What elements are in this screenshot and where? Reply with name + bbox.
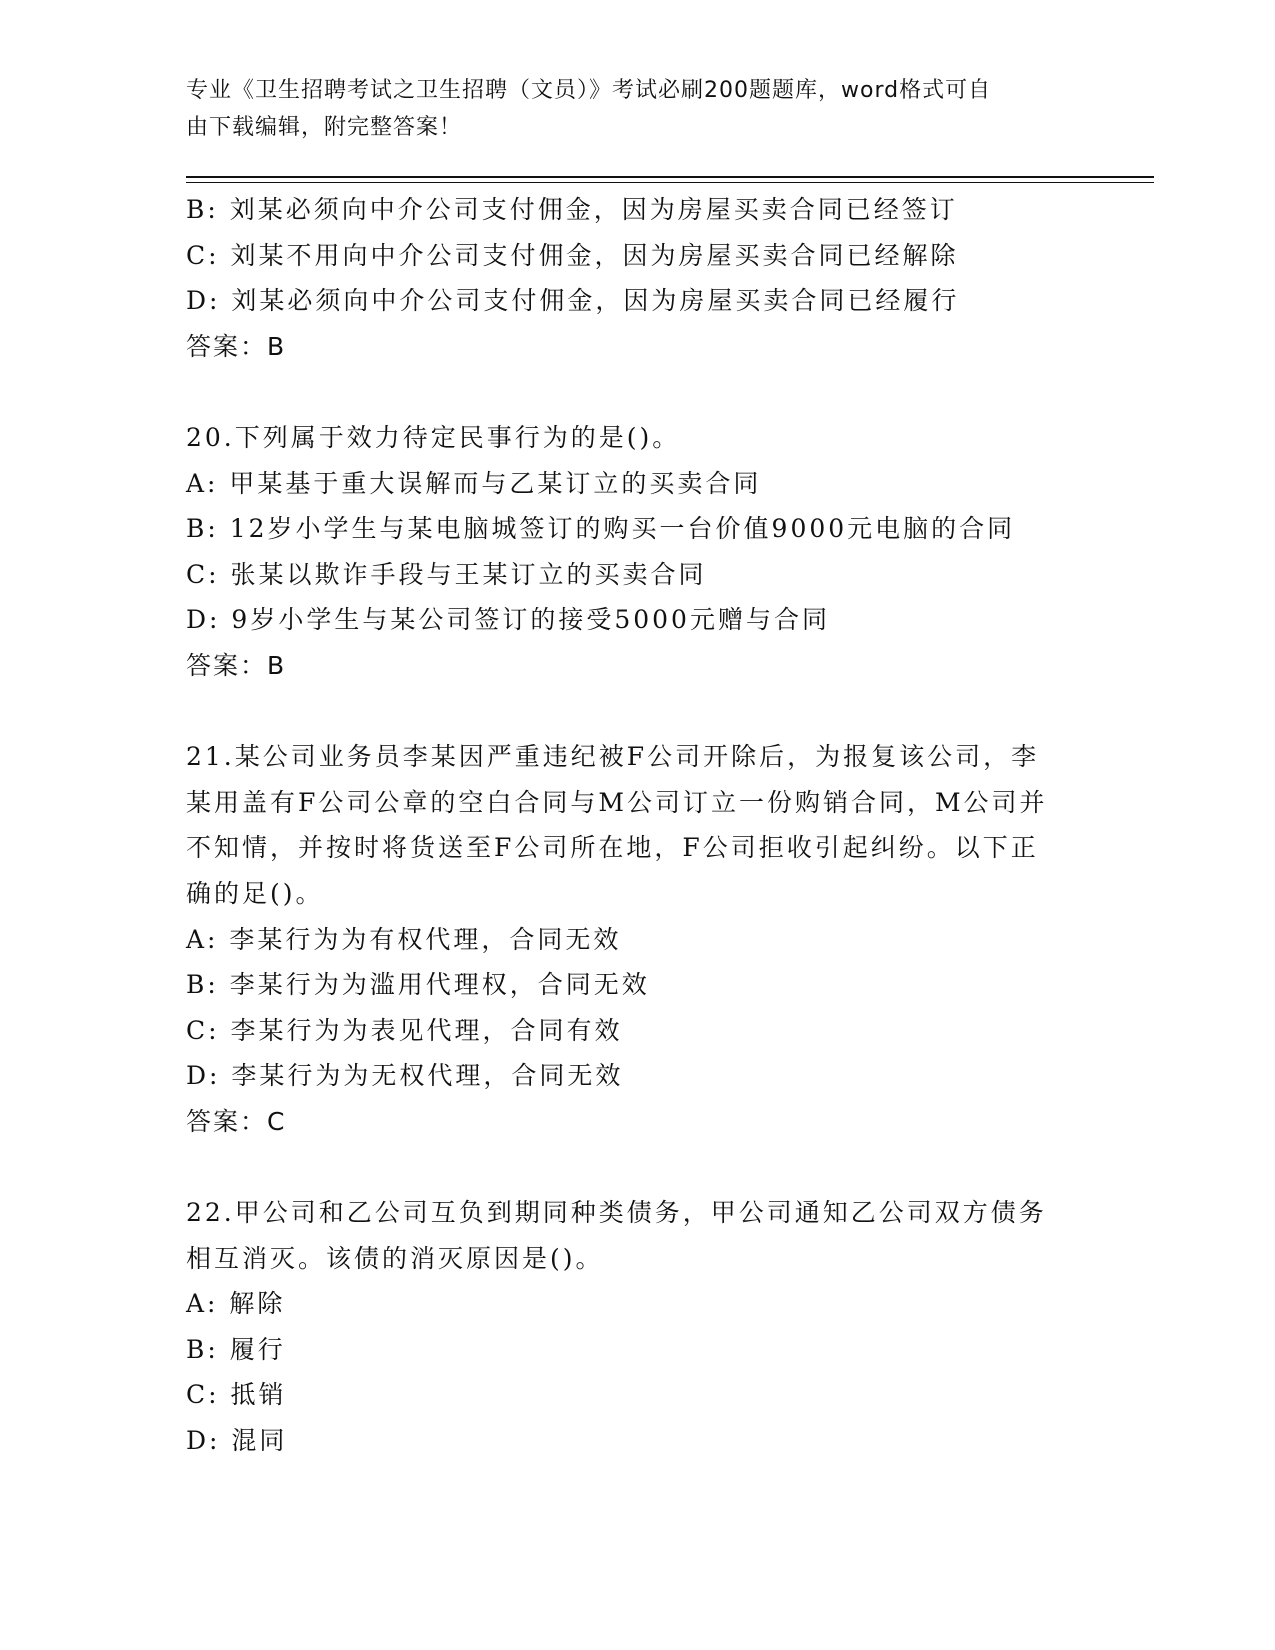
document-header (186, 72, 1066, 146)
question-stem-line-2: 相互消灭。该债的消灭原因是()。 (186, 1243, 604, 1273)
question-list (186, 187, 1086, 1464)
question-stem-line-1: 21.某公司业务员李某因严重违纪被F公司开除后，为报复该公司，李 (186, 742, 1040, 772)
option-b: B: 履行 (186, 1334, 286, 1364)
option-b: B: 12岁小学生与某电脑城签订的购买一台价值9000元电脑的合同 (186, 514, 1016, 544)
question-stem-line-4: 确的足()。 (186, 878, 324, 908)
question-stem: 20.下列属于效力待定民事行为的是()。 (186, 422, 681, 452)
question-stem-line-1: 22.甲公司和乙公司互负到期同种类债务，甲公司通知乙公司双方债务 (186, 1198, 1047, 1228)
question-stem-line-3: 不知情，并按时将货送至F公司所在地，F公司拒收引起纠纷。以下正 (186, 833, 1039, 863)
answer-line: 答案：B (186, 650, 287, 680)
carryover-block (186, 187, 1086, 369)
option-a: A: 解除 (186, 1289, 286, 1319)
option-b: B: 刘某必须向中介公司支付佣金，因为房屋买卖合同已经签订 (186, 195, 958, 224)
answer-line: 答案：B (186, 331, 287, 361)
question-22 (186, 1190, 1086, 1464)
answer-line: 答案：C (186, 1106, 287, 1136)
header-rule-thick (186, 176, 1154, 178)
option-d: D: 李某行为为无权代理，合同无效 (186, 1061, 624, 1091)
option-a: A: 李某行为为有权代理，合同无效 (186, 924, 622, 954)
option-d: D: 混同 (186, 1426, 288, 1456)
header-rule-thin (186, 182, 1154, 183)
option-a: A: 甲某基于重大误解而与乙某订立的买卖合同 (186, 468, 762, 498)
option-c: C: 抵销 (186, 1380, 287, 1410)
option-c: C: 张某以欺诈手段与王某订立的买卖合同 (186, 559, 707, 589)
header-line-1: 专业《卫生招聘考试之卫生招聘（文员）》考试必刷200题题库，word格式可自 (186, 78, 992, 103)
header-line-2: 由下载编辑，附完整答案！ (186, 115, 463, 140)
question-21 (186, 734, 1086, 1144)
option-c: C: 李某行为为表见代理，合同有效 (186, 1015, 623, 1045)
question-20 (186, 415, 1086, 689)
question-stem-line-2: 某用盖有F公司公章的空白合同与M公司订立一份购销合同，M公司并 (186, 787, 1048, 817)
option-d: D: 9岁小学生与某公司签订的接受5000元赠与合同 (186, 605, 830, 635)
option-b: B: 李某行为为滥用代理权，合同无效 (186, 970, 650, 1000)
option-d: D: 刘某必须向中介公司支付佣金，因为房屋买卖合同已经履行 (186, 286, 960, 316)
option-c: C: 刘某不用向中介公司支付佣金，因为房屋买卖合同已经解除 (186, 240, 959, 270)
